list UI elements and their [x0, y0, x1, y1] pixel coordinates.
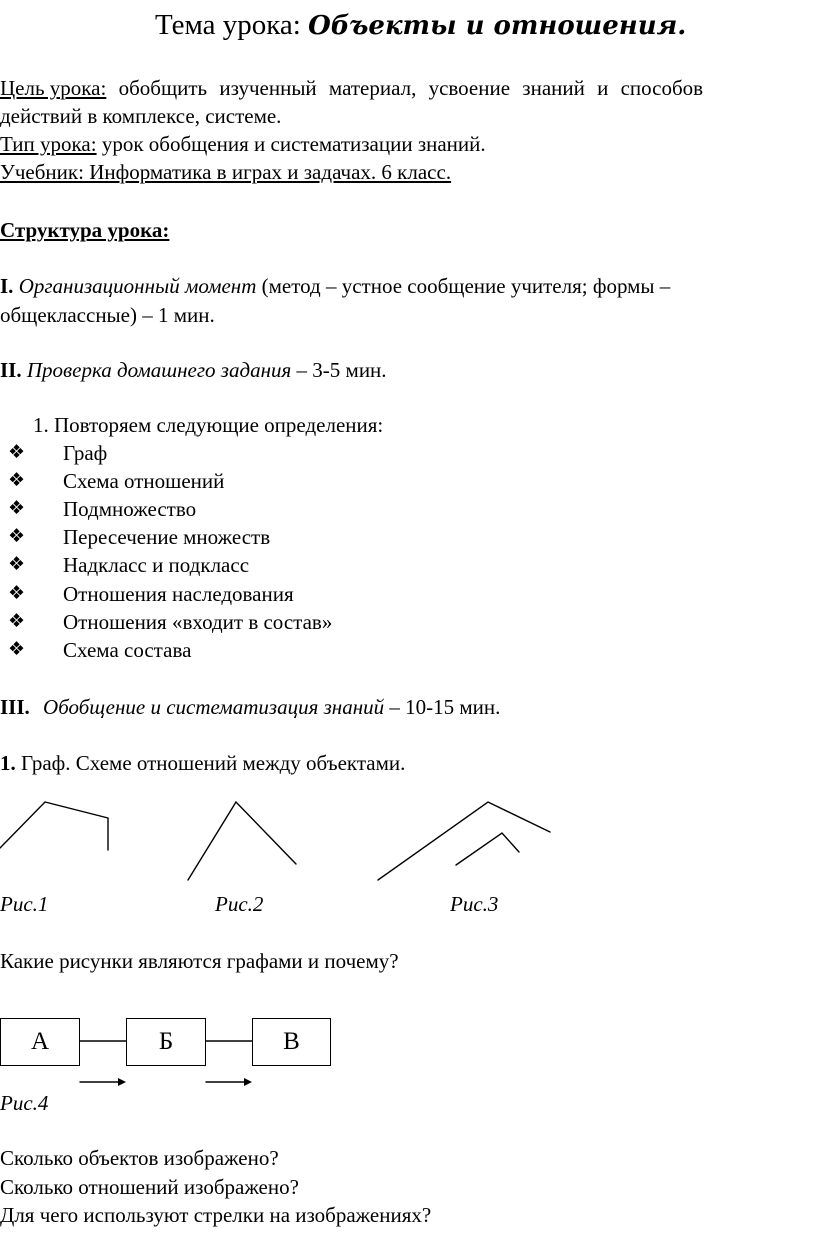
section-1-num: I.	[0, 274, 14, 298]
list-item-label: Схема отношений	[63, 469, 225, 493]
diamond-bullet-icon: ❖	[8, 610, 26, 632]
diamond-bullet-icon: ❖	[8, 525, 26, 547]
goal-line-2: действий в комплексе, системе.	[0, 104, 282, 128]
list-item-label: Граф	[63, 441, 108, 465]
figure-1-caption: Рис.1	[0, 892, 49, 916]
section-3-rest: – 10-15 мин.	[384, 695, 501, 719]
box-a-label: А	[30, 1028, 50, 1055]
diamond-bullet-icon: ❖	[8, 582, 26, 604]
section-3-title: Обобщение и систематизация знаний	[43, 695, 385, 719]
section-1-rest: (метод – устное сообщение учителя; формы –	[256, 274, 671, 298]
goal-text-1: обобщить изученный материал, усвоение знаний и способов	[106, 76, 704, 100]
section-2-title: Проверка домашнего задания	[26, 358, 292, 382]
title-topic: Объекты и отношения.	[308, 11, 687, 41]
structure-heading: Структура урока:	[0, 218, 170, 242]
section-3-num: III.	[0, 695, 30, 719]
diamond-bullet-icon: ❖	[8, 553, 26, 575]
question-arrows: Для чего используют стрелки на изображениях?	[0, 1203, 432, 1227]
goal-label: Цель урока:	[0, 76, 107, 100]
list-item-label: Подмножество	[63, 497, 197, 521]
section-2-num: II.	[0, 358, 22, 382]
section-1-title: Организационный момент	[18, 274, 257, 298]
box-a	[0, 1018, 80, 1066]
box-v-label: В	[283, 1028, 300, 1055]
figure-4-caption: Рис.4	[0, 1091, 49, 1115]
graph-question: Какие рисунки являются графами и почему?	[0, 949, 399, 973]
arrow-1-head-icon	[118, 1078, 126, 1086]
title-prefix: Тема урока:	[155, 9, 309, 41]
box-b	[126, 1018, 206, 1066]
figure-3-inner	[456, 833, 519, 865]
list-item-label: Пересечение множеств	[63, 525, 271, 549]
box-b-label: Б	[158, 1028, 174, 1055]
arrow-2-head-icon	[244, 1078, 252, 1086]
question-relations: Сколько отношений изображено?	[0, 1175, 299, 1199]
figure-3-caption: Рис.3	[450, 892, 499, 916]
figure-3-outer	[378, 802, 550, 880]
section-1-line-2: общеклассные) – 1 мин.	[0, 303, 215, 327]
list-item-label: Отношения наследования	[63, 582, 294, 606]
figure-2-caption: Рис.2	[215, 892, 264, 916]
task-1-text: Граф. Схеме отношений между объектами.	[15, 751, 406, 775]
box-v	[252, 1018, 331, 1066]
type-text: урок обобщения и систематизации знаний.	[96, 132, 486, 156]
task-1-num: 1.	[0, 751, 16, 775]
diamond-bullet-icon: ❖	[8, 497, 26, 519]
diamond-bullet-icon: ❖	[8, 469, 26, 491]
textbook-line: Учебник: Информатика в играх и задачах. 6 класс.	[0, 160, 452, 184]
section-2-rest: – 3-5 мин.	[291, 358, 387, 382]
figure-2-graph	[188, 802, 296, 880]
list-item-label: Отношения «входит в состав»	[63, 610, 333, 634]
diamond-bullet-icon: ❖	[8, 441, 26, 463]
list-item-label: Надкласс и подкласс	[63, 553, 250, 577]
type-label: Тип урока:	[0, 132, 97, 156]
list-item-label: Схема состава	[63, 638, 192, 662]
question-objects: Сколько объектов изображено?	[0, 1146, 279, 1170]
figure-1-graph	[0, 802, 108, 850]
list-intro: 1. Повторяем следующие определения:	[33, 413, 384, 437]
diamond-bullet-icon: ❖	[8, 638, 26, 660]
